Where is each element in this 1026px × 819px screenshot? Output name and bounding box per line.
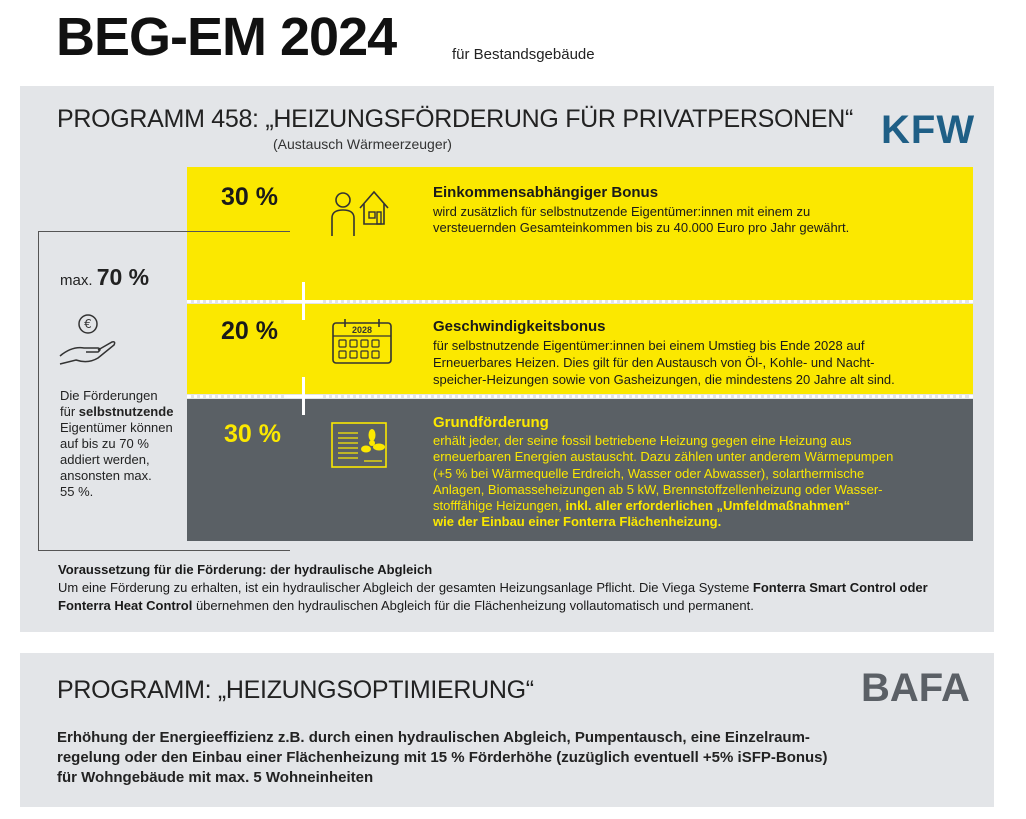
svg-text:€: €	[84, 317, 92, 331]
bonus-description: erhält jeder, der seine fossil betriebene Heizung gegen eine Heizung aus erneuerbaren Energien austauscht. Dazu zählen unter anderem Wärmepumpen (+5 % bei Wärmequelle Erdreich, Wasser oder Abwasser), solarthermische Anlagen, Biomasseheizungen ab 5 kW, Brennstoffzellenheizung oder Wasser- stofffähige Heizungen, inkl. aller erforderlichen „Umfeldmaßnahmen“ wie der Einbau einer Fonterra Flächenheizung.	[433, 433, 894, 530]
program-458-subheading: (Austausch Wärmeerzeuger)	[273, 136, 452, 152]
requirement-text: Um eine Förderung zu erhalten, ist ein hydraulischer Abgleich der gesamten Heizungsanlage Pflicht. Die Viega Systeme Fonterra Smart Control oder Fonterra Heat Control übernehmen den hydraulischen Abgleich für die Flächenheizung vollautomatisch und permanent.	[58, 580, 928, 613]
side-note: Die Förderungen für selbstnutzende Eigentümer können auf bis zu 70 % addiert werden, ansonsten max. 55 %.	[60, 388, 174, 499]
calendar-year: 2028	[351, 325, 373, 335]
requirement-title: Voraussetzung für die Förderung: der hydraulische Abgleich	[58, 562, 433, 577]
max-label: max. 70 %	[60, 264, 150, 290]
program-2-text: Erhöhung der Energieeffizienz z.B. durch einen hydraulischen Abgleich, Pumpentausch, eine Einzelraum- regelung oder den Einbau einer Flächenheizung mit 15 % Förderhöhe (zuzüglich eventuell +5% iSFP-Bonus) für Wohngebäude mit max. 5 Wohneinheiten	[57, 729, 828, 786]
bonus-percent: 30 %	[224, 420, 281, 448]
bonus-title: Grundförderung	[433, 414, 549, 431]
page-title: BEG-EM 2024	[56, 7, 397, 67]
bonus-title: Einkommensabhängiger Bonus	[433, 184, 659, 201]
plus-sign	[302, 377, 305, 415]
bonus-percent: 30 %	[221, 183, 278, 211]
bonus-title: Geschwindigkeitsbonus	[433, 318, 606, 335]
calendar-icon	[331, 319, 393, 365]
heater-icon	[330, 421, 388, 469]
bonus-description: wird zusätzlich für selbstnutzende Eigentümer:innen mit einem zu versteuernden Gesamteinkommen bis zu 40.000 Euro pro Jahr gewährt.	[433, 204, 850, 235]
program-2-heading: PROGRAMM: „HEIZUNGSOPTIMIERUNG“	[57, 676, 534, 704]
person-house-icon	[330, 186, 392, 238]
euro-hand-icon	[58, 312, 120, 368]
bonus-percent: 20 %	[221, 317, 278, 345]
bafa-logo: BAFA	[861, 666, 970, 710]
bonus-description: für selbstnutzende Eigentümer:innen bei einem Umstieg bis Ende 2028 auf Erneuerbares Heizen. Dies gilt für den Austausch von Öl-, Kohle- und Nacht- speicher-Heizungen sowie von Gasheizungen, die mindestens 20 Jahre alt sind.	[433, 338, 895, 387]
program-458-heading: PROGRAMM 458: „HEIZUNGSFÖRDERUNG FÜR PRIVATPERSONEN“	[57, 105, 854, 133]
plus-sign	[302, 282, 305, 320]
kfw-logo: KFW	[881, 108, 976, 152]
page-subtitle: für Bestandsgebäude	[452, 46, 595, 63]
